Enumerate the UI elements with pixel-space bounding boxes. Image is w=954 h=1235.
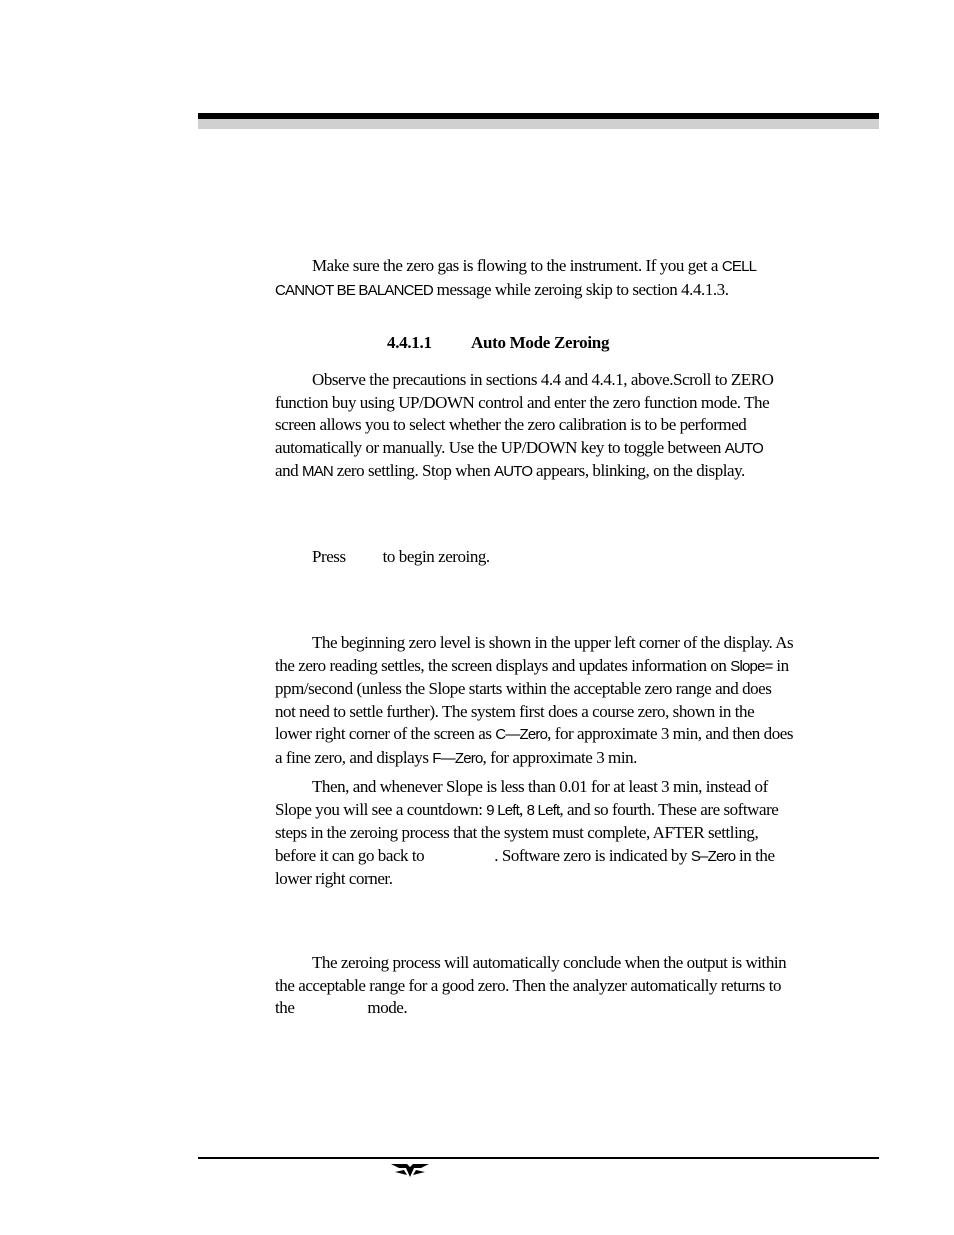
slope-term: Slope= [730, 657, 773, 675]
eight-left-term: 8 Left [526, 801, 560, 819]
cell-message-term: CELL [721, 258, 757, 275]
text-segment: the [275, 998, 295, 1018]
text-segment: mode. [367, 998, 408, 1018]
text-line: function buy using UP/DOWN control and enter the zero function mode. The [275, 392, 770, 412]
text-segment: appears, blinking, on the display. [532, 461, 745, 481]
text-line: The zeroing process will automatically conclude when the output is within [312, 953, 787, 972]
press-text: Press [312, 547, 346, 566]
f-zero-term: F—Zero [432, 749, 483, 767]
cannot-balanced-term: CANNOT BE BALANCED [275, 281, 433, 299]
text-segment: and [275, 461, 302, 481]
header-rule-shadow [198, 119, 879, 129]
text-segment: before it can go back to [275, 845, 425, 865]
c-zero-term: C—Zero [495, 726, 548, 744]
text-segment: , for approximate 3 min. [482, 747, 637, 767]
precautions-paragraph [275, 369, 850, 484]
conclusion-paragraph [275, 952, 850, 1020]
section-heading [387, 333, 609, 353]
text-line: Observe the precautions in sections 4.4 and 4.4.1, above.Scroll to ZERO [312, 370, 774, 389]
text-segment: , for approximate 3 min, and then does [547, 724, 794, 744]
text-segment: zero settling. Stop when [332, 461, 495, 481]
auto-term: AUTO [494, 463, 533, 481]
teledyne-logo-icon [391, 1162, 429, 1178]
intro-text: Make sure the zero gas is flowing to the instrument. If you get a [312, 256, 722, 275]
press-paragraph [275, 546, 850, 569]
text-line: the acceptable range for a good zero. Then the analyzer automatically returns to [275, 975, 782, 995]
begin-zeroing-text: to begin zeroing. [382, 547, 490, 566]
countdown-paragraph [275, 776, 850, 891]
zero-level-paragraph [275, 632, 850, 771]
text-segment: in the [735, 845, 775, 865]
text-line: not need to settle further). The system first does a course zero, shown in the [275, 701, 755, 721]
intro-text-end: message while zeroing skip to section 4.4.1.3. [432, 279, 729, 299]
text-line: screen allows you to select whether the zero calibration is to be performed [275, 415, 747, 435]
text-line: lower right corner. [275, 869, 393, 889]
text-line: Then, and whenever Slope is less than 0.01 for at least 3 min, instead of [312, 777, 768, 796]
text-segment: , [519, 799, 527, 819]
intro-paragraph [275, 255, 850, 302]
text-segment: automatically or manually. Use the UP/DOWN key to toggle between [275, 437, 725, 457]
text-line: ppm/second (unless the Slope starts within the acceptable zero range and does [275, 679, 772, 699]
text-segment: Slope you will see a countdown: [275, 799, 487, 819]
text-segment: . Software zero is indicated by [494, 845, 691, 865]
man-term: MAN [302, 463, 333, 481]
section-title: Auto Mode Zeroing [471, 333, 610, 352]
text-segment: a fine zero, and displays [275, 747, 433, 767]
footer-rule [198, 1157, 879, 1159]
text-segment: lower right corner of the screen as [275, 724, 496, 744]
text-line: steps in the zeroing process that the system must complete, AFTER settling, [275, 823, 759, 843]
text-segment: , and so fourth. These are software [559, 799, 779, 819]
nine-left-term: 9 Left [486, 801, 520, 819]
section-number: 4.4.1.1 [387, 333, 432, 352]
text-segment: in [772, 655, 789, 675]
text-line: The beginning zero level is shown in the upper left corner of the display. As [312, 633, 794, 652]
s-zero-term: S–Zero [690, 847, 736, 865]
text-segment: the zero reading settles, the screen displays and updates information on [275, 655, 731, 675]
auto-term: AUTO [724, 439, 763, 457]
